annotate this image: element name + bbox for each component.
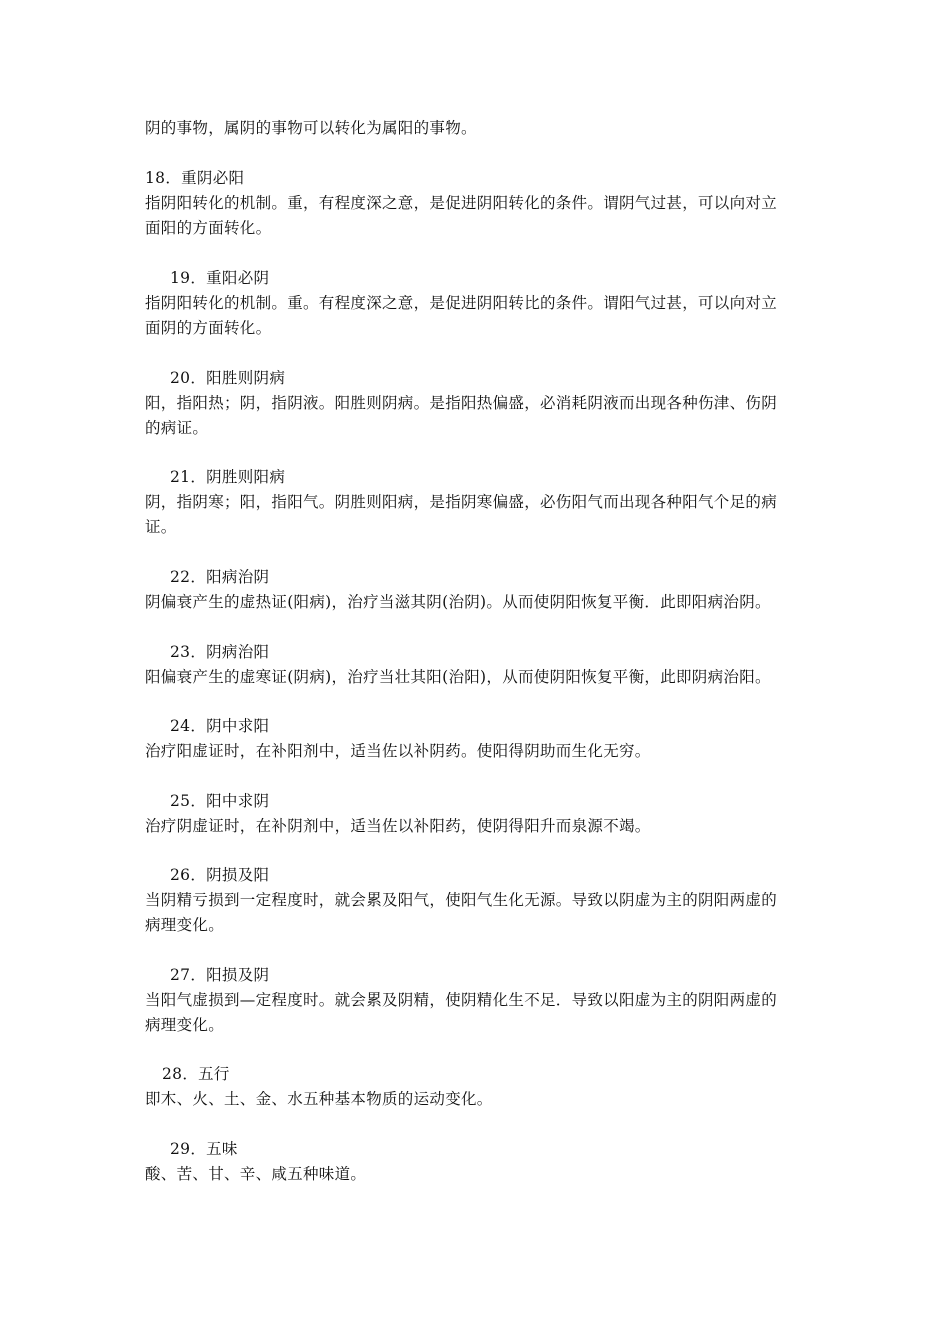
entry-heading: 20．阳胜则阴病 [170, 369, 286, 387]
entry-heading: 18．重阴必阳 [145, 169, 245, 187]
entry-text: 面阴的方面转化。 [145, 319, 272, 337]
entry-heading: 24．阴中求阳 [170, 717, 270, 735]
entry-text: 的病证。 [145, 419, 209, 437]
entry-heading: 21．阴胜则阳病 [170, 468, 286, 486]
entry-text: 病理变化。 [145, 916, 225, 934]
entry-heading: 19．重阳必阴 [170, 269, 270, 287]
entry-heading: 25．阳中求阴 [170, 792, 270, 810]
entry-text: 当阴精亏损到一定程度时，就会累及阳气，使阳气生化无源。导致以阴虚为主的阴阳两虚的 [145, 891, 778, 909]
entry-text: 病理变化。 [145, 1016, 225, 1034]
entry-heading: 28．五行 [162, 1065, 230, 1083]
entry-text: 阴偏衰产生的虚热证(阳病)，治疗当滋其阴(治阴)。从而使阴阳恢复平衡．此即阳病治阴。 [145, 593, 771, 611]
entry-text: 面阳的方面转化。 [145, 219, 272, 237]
entry-text: 治疗阳虚证时，在补阳剂中，适当佐以补阴药。使阳得阴助而生化无穷。 [145, 742, 651, 760]
entry-heading: 27．阳损及阴 [170, 966, 270, 984]
entry-text: 证。 [145, 518, 177, 536]
entry-text: 指阴阳转化的机制。重，有程度深之意，是促进阴阳转化的条件。谓阴气过甚，可以向对立 [145, 194, 778, 212]
entry-text: 阴，指阴寒；阳，指阳气。阴胜则阳病，是指阴寒偏盛，必伤阳气而出现各种阳气个足的病 [145, 493, 778, 511]
entry-text: 指阴阳转化的机制。重。有程度深之意，是促进阴阳转比的条件。谓阳气过甚，可以向对立 [145, 294, 778, 312]
entry-heading: 23．阴病治阳 [170, 643, 270, 661]
entry-text: 阳，指阳热；阴，指阴液。阳胜则阴病。是指阳热偏盛，必消耗阴液而出现各种伤津、伤阴 [145, 394, 778, 412]
entry-text: 酸、苦、甘、辛、咸五种味道。 [145, 1165, 367, 1183]
entry-heading: 26．阴损及阳 [170, 866, 270, 884]
entry-text: 当阳气虚损到—定程度时。就会累及阴精，使阴精化生不足．导致以阳虚为主的阴阳两虚的 [145, 991, 778, 1009]
entry-text: 阳偏衰产生的虚寒证(阴病)，治疗当壮其阳(治阳)，从而使阴阳恢复平衡，此即阴病治阳。 [145, 668, 771, 686]
entry-heading: 22．阳病治阴 [170, 568, 270, 586]
entry-text: 即木、火、土、金、水五种基本物质的运动变化。 [145, 1090, 493, 1108]
entry-heading: 29．五味 [170, 1140, 238, 1158]
intro-line: 阴的事物，属阴的事物可以转化为属阳的事物。 [145, 119, 477, 137]
entry-text: 治疗阴虚证时，在补阴剂中，适当佐以补阳药，使阴得阳升而泉源不竭。 [145, 817, 651, 835]
